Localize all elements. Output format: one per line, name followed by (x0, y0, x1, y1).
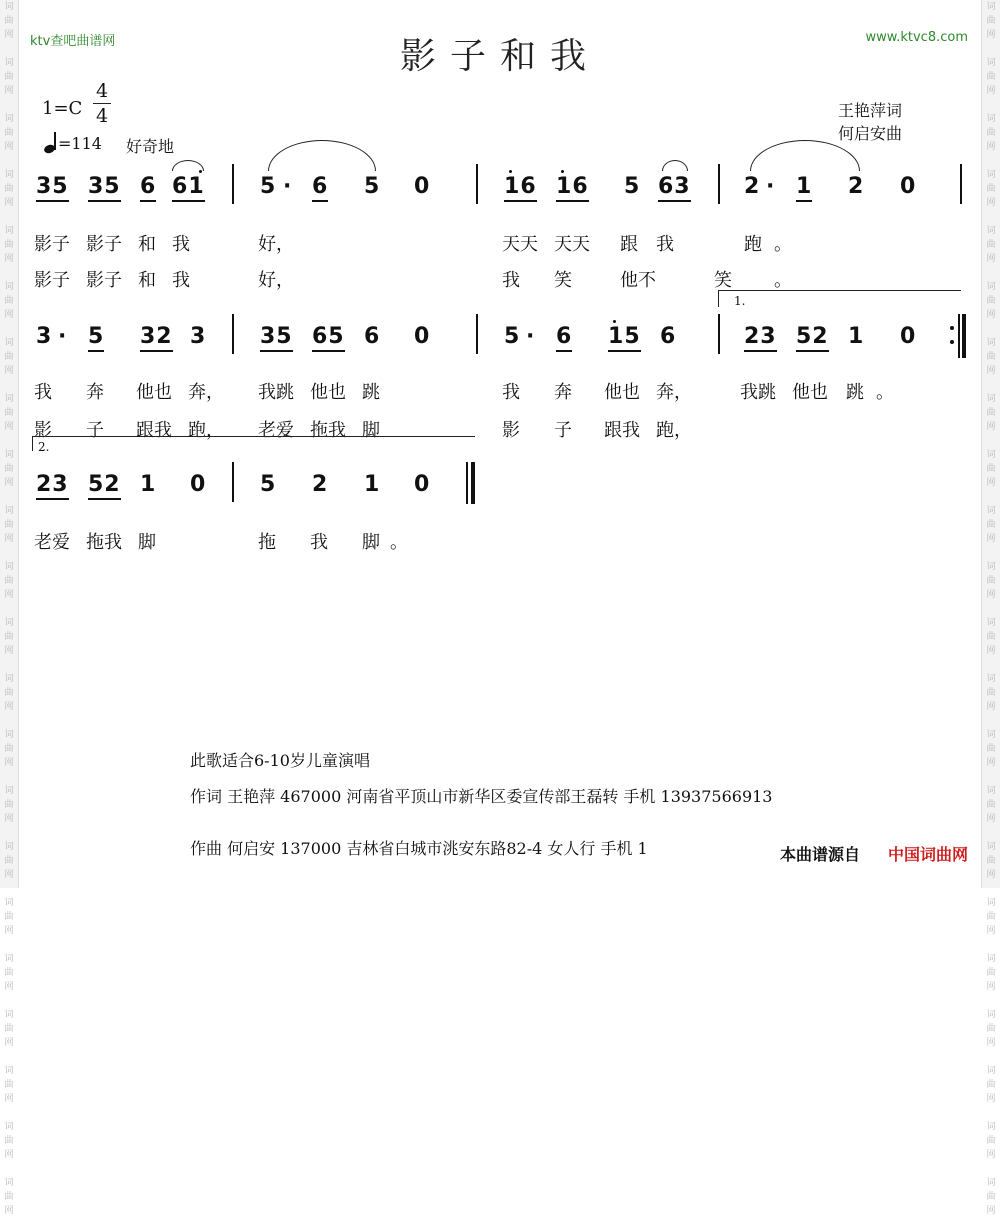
high-octave-dot (199, 170, 202, 173)
bar-line (476, 314, 478, 354)
suitability-note: 此歌适合6-10岁儿童演唱 (190, 751, 370, 770)
second-ending-bracket (32, 436, 475, 451)
meter-divider (93, 103, 111, 104)
lyric: 老爱 (34, 532, 70, 553)
tempo-value: =114 (58, 134, 102, 153)
lyric: 天天 (554, 234, 590, 255)
expression-marking: 好奇地 (126, 137, 175, 156)
lyric: 他也 (604, 382, 640, 403)
lyric: 跟我 (604, 420, 640, 441)
note: 5 (364, 174, 381, 199)
second-ending-label: 2. (38, 440, 50, 454)
first-ending-label: 1. (734, 294, 746, 308)
note: 2 (744, 174, 761, 199)
note: 15 (608, 324, 641, 352)
note: 65 (312, 324, 345, 352)
note: 63 (658, 174, 691, 202)
note: 2 (312, 472, 329, 497)
lyric: 。 (876, 382, 894, 403)
lyric: 拖我 (86, 532, 122, 553)
note: 16 (556, 174, 589, 202)
note: 6 (556, 324, 572, 352)
lyric: 他不 (620, 270, 656, 291)
note: 5 (88, 324, 104, 352)
key-signature: 1=C (42, 98, 83, 119)
note: 6 (140, 174, 156, 202)
note: 6 (312, 174, 328, 202)
lyric: 跑， (188, 420, 224, 441)
lyric: 奔 (554, 382, 572, 403)
lyric: 老爱 (258, 420, 294, 441)
lyricist-contact: 作词 王艳萍 467000 河南省平顶山市新华区委宣传部王磊转 手机 13937566913 (190, 787, 773, 806)
lyric: 影 (502, 420, 520, 441)
lyric: 影子 (86, 270, 122, 291)
lyric: 影子 (34, 270, 70, 291)
rest: 0 (414, 472, 431, 497)
quarter-note-icon (44, 135, 58, 153)
lyric: 他也 (136, 382, 172, 403)
lyric: 奔， (188, 382, 224, 403)
note: 1 (364, 472, 381, 497)
lyric: 奔， (656, 382, 692, 403)
slur (750, 140, 860, 171)
lyric: 笑 (714, 270, 732, 291)
dot: · (58, 324, 68, 349)
note: 3 (36, 324, 53, 349)
note: 5 (260, 472, 277, 497)
lyric: 和 (138, 270, 156, 291)
lyric: 。 (390, 532, 408, 553)
lyric: 笑 (554, 270, 572, 291)
lyric: 跟 (620, 234, 638, 255)
composer-credit: 何启安曲 (837, 124, 902, 143)
lyric: 跑 (744, 234, 762, 255)
high-octave-dot (509, 170, 512, 173)
lyric: 影子 (86, 234, 122, 255)
final-bar-line (466, 462, 468, 504)
lyric: 脚 (362, 420, 380, 441)
note: 3 (190, 324, 207, 349)
note: 1 (848, 324, 865, 349)
lyric: 跳 (846, 382, 864, 403)
lyric: 脚 (138, 532, 156, 553)
bar-line (476, 164, 478, 204)
source-watermark: 本曲谱源自 (779, 845, 860, 864)
lyric: 跑， (656, 420, 692, 441)
lyric: 我跳 (258, 382, 294, 403)
lyric: 我 (310, 532, 328, 553)
rest: 0 (414, 324, 431, 349)
repeat-bar-line-thick (962, 314, 966, 358)
repeat-bar-line (958, 314, 960, 358)
lyric: 我跳 (740, 382, 776, 403)
note: 35 (36, 174, 69, 202)
lyric: 跟我 (136, 420, 172, 441)
rest: 0 (190, 472, 207, 497)
dot: · (526, 324, 536, 349)
first-ending-bracket (718, 290, 961, 307)
lyric: 他也 (310, 382, 346, 403)
lyric: 影 (34, 420, 52, 441)
note: 1 (796, 174, 812, 202)
right-edge-watermark: 词 曲 网 词 曲 网 词 曲 网 词 曲 网 词 曲 网 词 曲 网 词 曲 网 词 曲 网 词 曲 网 词 曲 网 词 曲 网 词 曲 网 词 曲 网 词 曲 网 词 曲 网 词 曲 网 词 曲 网 词 曲 网 词 曲 网 词 曲 网 词 曲 网 词 曲 网 (981, 0, 1000, 888)
lyric: 天天 (502, 234, 538, 255)
note: 5 (260, 174, 277, 199)
lyric: 和 (138, 234, 156, 255)
slur (662, 160, 688, 171)
note: 35 (88, 174, 121, 202)
note: 61 (172, 174, 205, 202)
tempo-marking (44, 134, 102, 153)
bar-line (232, 314, 234, 354)
dot: · (766, 174, 776, 199)
note: 16 (504, 174, 537, 202)
final-bar-line-thick (471, 462, 475, 504)
note: 35 (260, 324, 293, 352)
site-watermark-right[interactable]: www.ktvc8.com (865, 30, 968, 45)
site-watermark-bottom[interactable]: 中国词曲网 (887, 845, 968, 864)
note: 2 (848, 174, 865, 199)
lyric: 我 (34, 382, 52, 403)
bar-line (960, 164, 962, 204)
lyric: 拖我 (310, 420, 346, 441)
note: 6 (660, 324, 677, 349)
repeat-dot (950, 326, 954, 330)
lyric: 我 (172, 270, 190, 291)
note: 52 (796, 324, 829, 352)
time-signature (90, 80, 114, 127)
slur (268, 140, 376, 171)
lyric: 我 (172, 234, 190, 255)
note: 5 (624, 174, 641, 199)
lyricist-credit: 王艳萍词 (837, 101, 902, 120)
meter-top: 4 (95, 80, 109, 102)
lyric: 好， (258, 234, 294, 255)
high-octave-dot (613, 320, 616, 323)
meter-bottom: 4 (95, 105, 109, 127)
lyric: 子 (86, 420, 104, 441)
lyric: 我 (502, 382, 520, 403)
high-octave-dot (561, 170, 564, 173)
note: 6 (364, 324, 381, 349)
bar-line (232, 164, 234, 204)
lyric: 。 (774, 234, 792, 255)
rest: 0 (900, 174, 917, 199)
lyric: 跳 (362, 382, 380, 403)
note: 52 (88, 472, 121, 500)
lyric: 我 (502, 270, 520, 291)
repeat-dot (950, 340, 954, 344)
song-title: 影子和我 (399, 36, 600, 77)
note: 23 (36, 472, 69, 500)
lyric: 好， (258, 270, 294, 291)
note: 1 (140, 472, 157, 497)
left-edge-watermark: 词 曲 网 词 曲 网 词 曲 网 词 曲 网 词 曲 网 词 曲 网 词 曲 网 词 曲 网 词 曲 网 词 曲 网 词 曲 网 词 曲 网 词 曲 网 词 曲 网 词 曲 网 词 曲 网 词 曲 网 词 曲 网 词 曲 网 词 曲 网 词 曲 网 词 曲 网 (0, 0, 19, 888)
lyric: 他也 (792, 382, 828, 403)
dot: · (283, 174, 293, 199)
lyric: 影子 (34, 234, 70, 255)
site-watermark-left[interactable]: ktv查吧曲谱网 (30, 34, 116, 49)
note: 32 (140, 324, 173, 352)
lyric: 。 (774, 270, 792, 291)
rest: 0 (900, 324, 917, 349)
rest: 0 (414, 174, 431, 199)
bar-line (718, 164, 720, 204)
lyric: 拖 (258, 532, 276, 553)
bar-line (232, 462, 234, 502)
lyric: 我 (656, 234, 674, 255)
lyric: 奔 (86, 382, 104, 403)
bar-line (718, 314, 720, 354)
note: 23 (744, 324, 777, 352)
note: 5 (504, 324, 521, 349)
composer-contact: 作曲 何启安 137000 吉林省白城市洮安东路82-4 女人行 手机 1 (190, 839, 648, 858)
lyric: 子 (554, 420, 572, 441)
lyric: 脚 (362, 532, 380, 553)
